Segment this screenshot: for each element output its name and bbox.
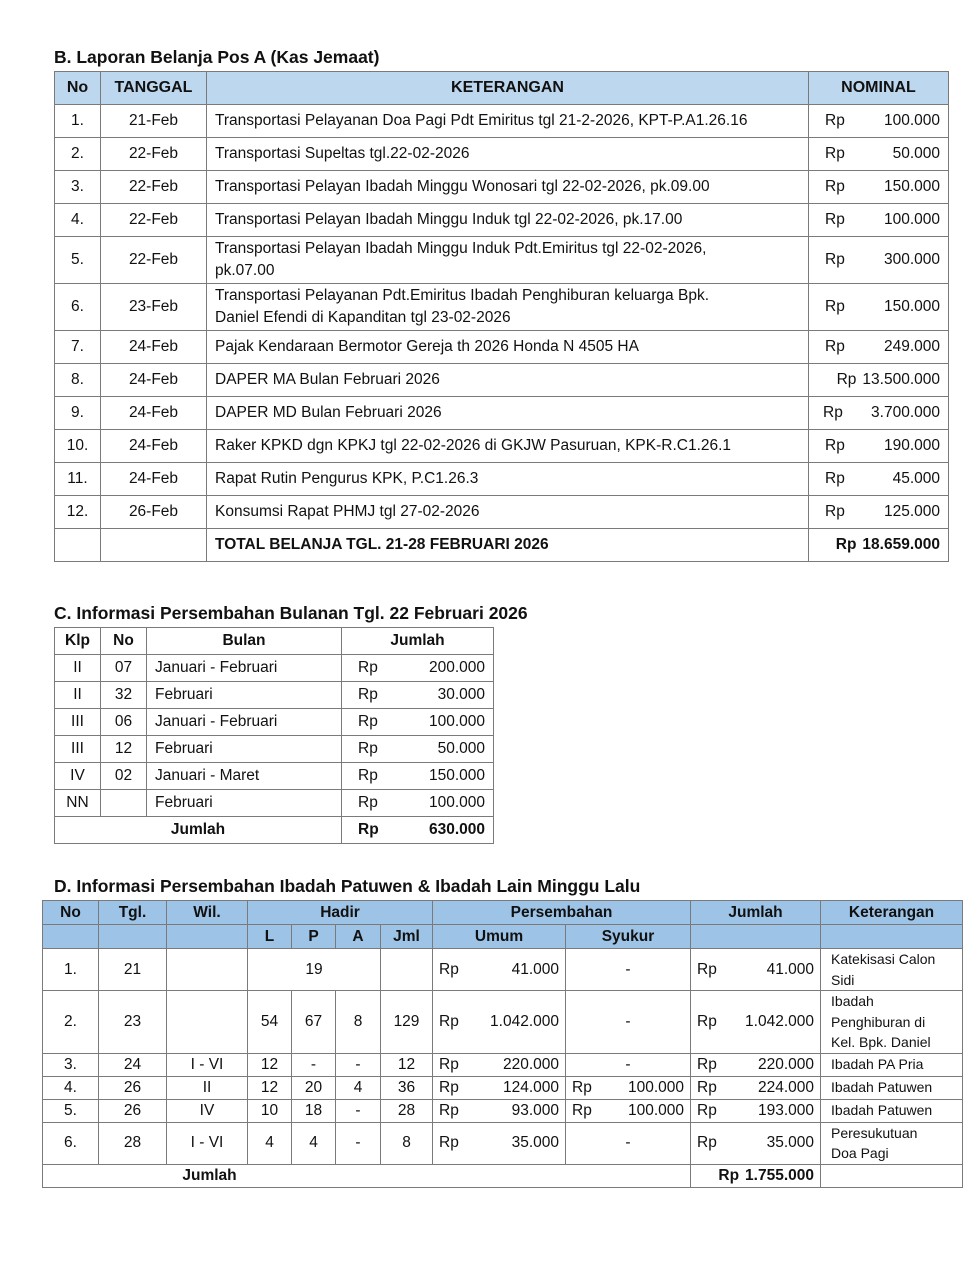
amount: 100.000 [883, 112, 940, 129]
section-d-title: D. Informasi Persembahan Ibadah Patuwen & Ibadah Lain Minggu Lalu [54, 876, 641, 896]
currency-label: Rp [825, 251, 845, 268]
row-no: 9. [55, 397, 101, 430]
table-header-row [43, 901, 963, 925]
row-tgl: 21 [99, 949, 167, 991]
row-l: 12 [248, 1076, 292, 1099]
row-jml: 12 [381, 1053, 433, 1076]
row-keterangan: Pajak Kendaraan Bermotor Gereja th 2026 Honda N 4505 HA [207, 331, 809, 364]
row-tanggal: 22-Feb [101, 237, 207, 284]
total-nominal [809, 529, 949, 562]
row-tanggal: 22-Feb [101, 171, 207, 204]
ket-line: Kel. Bpk. Daniel [831, 1034, 931, 1050]
currency-label: Rp [825, 178, 845, 195]
row-jml: 36 [381, 1076, 433, 1099]
currency-label: Rp [358, 821, 379, 838]
empty-cell [691, 925, 821, 949]
row-no: 3. [55, 171, 101, 204]
row-jumlah [342, 736, 494, 763]
table-row [55, 430, 949, 463]
row-no: 10. [55, 430, 101, 463]
currency-label: Rp [823, 404, 843, 421]
row-jumlah [691, 949, 821, 991]
amount: 220.000 [502, 1055, 559, 1073]
currency-label: Rp [697, 1012, 717, 1030]
empty-cell [821, 1164, 963, 1187]
col-wil: Wil. [167, 901, 248, 925]
row-keterangan: Transportasi Pelayanan Doa Pagi Pdt Emiritus tgl 21-2-2026, KPT-P.A1.26.16 [207, 105, 809, 138]
row-a: - [336, 1122, 381, 1164]
row-nominal [809, 171, 949, 204]
amount: 300.000 [883, 251, 940, 268]
total-amount: 1.755.000 [745, 1166, 815, 1184]
table-row [55, 284, 949, 331]
row-wil: I - VI [167, 1122, 248, 1164]
amount: 50.000 [437, 740, 485, 757]
currency-label: Rp [358, 767, 378, 784]
table-row [55, 682, 494, 709]
table-row [43, 949, 963, 991]
amount: 41.000 [766, 960, 815, 978]
table-header-row [55, 72, 949, 105]
empty-cell [43, 925, 99, 949]
col-tgl: Tgl. [99, 901, 167, 925]
row-umum [433, 991, 566, 1054]
row-bulan: Januari - Februari [147, 709, 342, 736]
row-jumlah [691, 1053, 821, 1076]
row-tgl: 28 [99, 1122, 167, 1164]
table-row [55, 736, 494, 763]
row-jumlah [691, 1122, 821, 1164]
row-l: 12 [248, 1053, 292, 1076]
row-no: 2. [43, 991, 99, 1054]
amount: 45.000 [892, 470, 940, 487]
row-tanggal: 24-Feb [101, 463, 207, 496]
currency-label: Rp [572, 1101, 592, 1119]
col-keterangan: Keterangan [821, 901, 963, 925]
row-jumlah [342, 682, 494, 709]
persembahan-ibadah-table [42, 900, 963, 1188]
row-l: 4 [248, 1122, 292, 1164]
col-umum: Umum [433, 925, 566, 949]
table-row [55, 655, 494, 682]
amount: 100.000 [627, 1078, 685, 1096]
row-tanggal: 22-Feb [101, 138, 207, 171]
empty-cell [99, 925, 167, 949]
col-jumlah: Jumlah [342, 628, 494, 655]
table-subheader-row [43, 925, 963, 949]
row-syukur: - [566, 1122, 691, 1164]
row-keterangan: Rapat Rutin Pengurus KPK, P.C1.26.3 [207, 463, 809, 496]
row-l: 54 [248, 991, 292, 1054]
ket-line: Penghiburan di [831, 1013, 926, 1030]
row-nominal [809, 397, 949, 430]
table-row [55, 709, 494, 736]
currency-label: Rp [697, 1078, 717, 1096]
row-wil [167, 991, 248, 1054]
ket-line: Katekisasi Calon [831, 951, 936, 967]
row-no: 07 [101, 655, 147, 682]
total-amount: 18.659.000 [862, 536, 940, 553]
currency-label: Rp [572, 1078, 592, 1096]
currency-label: Rp [358, 740, 378, 757]
row-no [101, 790, 147, 817]
currency-label: Rp [439, 1101, 459, 1119]
row-keterangan [821, 1122, 963, 1164]
row-nominal [809, 364, 949, 397]
row-syukur: - [566, 991, 691, 1054]
row-tanggal: 24-Feb [101, 364, 207, 397]
amount: 124.000 [502, 1078, 559, 1096]
currency-label: Rp [697, 1134, 717, 1151]
row-klp: III [55, 736, 101, 763]
row-a: - [336, 1053, 381, 1076]
amount: 249.000 [883, 338, 940, 355]
amount: 193.000 [757, 1101, 815, 1119]
currency-label: Rp [358, 794, 378, 811]
col-klp: Klp [55, 628, 101, 655]
currency-label: Rp [358, 659, 378, 676]
col-nominal: NOMINAL [809, 72, 949, 105]
row-tanggal: 24-Feb [101, 397, 207, 430]
amount: 150.000 [883, 298, 940, 315]
row-keterangan: DAPER MD Bulan Februari 2026 [207, 397, 809, 430]
col-no: No [55, 72, 101, 105]
col-p: P [292, 925, 336, 949]
row-syukur [566, 1076, 691, 1099]
amount: 93.000 [511, 1101, 559, 1119]
amount: 100.000 [428, 713, 485, 730]
row-p: 20 [292, 1076, 336, 1099]
row-klp: IV [55, 763, 101, 790]
row-tanggal: 24-Feb [101, 331, 207, 364]
col-keterangan: KETERANGAN [207, 72, 809, 105]
currency-label: Rp [439, 1134, 459, 1151]
currency-label: Rp [718, 1166, 740, 1184]
amount: 190.000 [883, 437, 940, 454]
row-no: 2. [55, 138, 101, 171]
row-tgl: 26 [99, 1076, 167, 1099]
row-no: 12. [55, 496, 101, 529]
row-no: 32 [101, 682, 147, 709]
row-hadir: 19 [248, 949, 381, 991]
keterangan-line: Transportasi Pelayanan Pdt.Emiritus Ibadah Penghiburan keluarga Bpk. [215, 287, 709, 304]
amount: 41.000 [511, 960, 559, 978]
row-bulan: Februari [147, 682, 342, 709]
currency-label: Rp [825, 437, 845, 454]
row-keterangan [821, 991, 963, 1054]
currency-label: Rp [439, 1012, 459, 1030]
ket-line: Peresukutuan [831, 1124, 918, 1141]
col-tanggal: TANGGAL [101, 72, 207, 105]
section-c-title: C. Informasi Persembahan Bulanan Tgl. 22 Februari 2026 [54, 603, 528, 623]
row-no: 12 [101, 736, 147, 763]
table-row [43, 1099, 963, 1122]
total-row [55, 529, 949, 562]
row-tanggal: 24-Feb [101, 430, 207, 463]
row-keterangan [821, 949, 963, 991]
table-row [43, 991, 963, 1054]
row-jml: 8 [381, 1122, 433, 1164]
amount: 35.000 [766, 1134, 815, 1151]
table-row [55, 364, 949, 397]
currency-label: Rp [439, 1078, 459, 1096]
table-row [55, 463, 949, 496]
currency-label: Rp [835, 536, 857, 553]
row-a: - [336, 1099, 381, 1122]
table-row [43, 1076, 963, 1099]
row-nominal [809, 430, 949, 463]
col-no: No [101, 628, 147, 655]
currency-label: Rp [697, 960, 717, 978]
currency-label: Rp [358, 686, 378, 703]
row-umum [433, 1053, 566, 1076]
table-row [55, 171, 949, 204]
table-header-row [55, 628, 494, 655]
row-nominal [809, 204, 949, 237]
currency-label: Rp [697, 1055, 717, 1073]
row-nominal [809, 284, 949, 331]
row-keterangan: Transportasi Pelayan Ibadah Minggu Induk tgl 22-02-2026, pk.17.00 [207, 204, 809, 237]
amount: 150.000 [883, 178, 940, 195]
ket-line: Doa Pagi [831, 1145, 889, 1161]
row-tgl: 24 [99, 1053, 167, 1076]
total-label-text: Jumlah [182, 1166, 237, 1184]
row-keterangan [207, 284, 809, 331]
amount: 1.042.000 [745, 1012, 815, 1030]
row-keterangan: Transportasi Supeltas tgl.22-02-2026 [207, 138, 809, 171]
total-label: TOTAL BELANJA TGL. 21-28 FEBRUARI 2026 [207, 529, 809, 562]
row-klp: II [55, 655, 101, 682]
row-nominal [809, 105, 949, 138]
row-no: 1. [43, 949, 99, 991]
table-row [55, 204, 949, 237]
row-umum [433, 1076, 566, 1099]
row-jumlah [342, 763, 494, 790]
row-klp: III [55, 709, 101, 736]
col-jml: Jml [381, 925, 433, 949]
row-keterangan: Ibadah Patuwen [821, 1099, 963, 1122]
row-syukur: - [566, 1053, 691, 1076]
empty-cell [821, 925, 963, 949]
row-wil: I - VI [167, 1053, 248, 1076]
currency-label: Rp [825, 338, 845, 355]
amount: 1.042.000 [490, 1012, 559, 1030]
row-umum [433, 949, 566, 991]
col-l: L [248, 925, 292, 949]
row-jumlah [342, 790, 494, 817]
persembahan-bulanan-table [54, 627, 494, 844]
row-bulan: Februari [147, 736, 342, 763]
row-no: 06 [101, 709, 147, 736]
row-tanggal: 21-Feb [101, 105, 207, 138]
row-jumlah [691, 1099, 821, 1122]
empty-cell [55, 529, 101, 562]
keterangan-line: Daniel Efendi di Kapanditan tgl 23-02-2026 [215, 309, 511, 326]
row-keterangan: Raker KPKD dgn KPKJ tgl 22-02-2026 di GKJW Pasuruan, KPK-R.C1.26.1 [207, 430, 809, 463]
amount: 50.000 [892, 145, 940, 162]
row-keterangan [207, 237, 809, 284]
total-label: Jumlah [55, 817, 342, 844]
row-wil [167, 949, 248, 991]
row-nominal [809, 331, 949, 364]
row-keterangan: Ibadah Patuwen [821, 1076, 963, 1099]
row-wil: IV [167, 1099, 248, 1122]
row-no: 1. [55, 105, 101, 138]
currency-label: Rp [836, 371, 857, 388]
table-row [55, 496, 949, 529]
row-umum [433, 1099, 566, 1122]
row-jumlah [342, 655, 494, 682]
row-p: - [292, 1053, 336, 1076]
row-keterangan: Transportasi Pelayan Ibadah Minggu Wonosari tgl 22-02-2026, pk.09.00 [207, 171, 809, 204]
table-row [55, 790, 494, 817]
row-jumlah [691, 991, 821, 1054]
table-row [55, 763, 494, 790]
row-tanggal: 22-Feb [101, 204, 207, 237]
keterangan-line: pk.07.00 [215, 262, 275, 279]
empty-cell [101, 529, 207, 562]
total-row [55, 817, 494, 844]
total-label [43, 1164, 691, 1187]
amount: 3.700.000 [871, 404, 940, 421]
row-no: 5. [55, 237, 101, 284]
col-no: No [43, 901, 99, 925]
row-jml [381, 949, 433, 991]
row-p: 67 [292, 991, 336, 1054]
row-nominal [809, 237, 949, 284]
amount: 35.000 [511, 1134, 559, 1151]
col-bulan: Bulan [147, 628, 342, 655]
row-l: 10 [248, 1099, 292, 1122]
currency-label: Rp [697, 1101, 717, 1119]
row-no: 5. [43, 1099, 99, 1122]
amount: 100.000 [627, 1101, 685, 1119]
row-bulan: Januari - Februari [147, 655, 342, 682]
total-jumlah [691, 1164, 821, 1187]
row-no: 02 [101, 763, 147, 790]
row-umum [433, 1122, 566, 1164]
table-row [55, 138, 949, 171]
row-jumlah [691, 1076, 821, 1099]
amount: 125.000 [883, 503, 940, 520]
row-p: 18 [292, 1099, 336, 1122]
ket-line: Sidi [831, 971, 855, 988]
row-tanggal: 23-Feb [101, 284, 207, 331]
total-jumlah [342, 817, 494, 844]
amount: 100.000 [883, 211, 940, 228]
currency-label: Rp [825, 470, 845, 487]
row-no: 4. [55, 204, 101, 237]
row-tgl: 26 [99, 1099, 167, 1122]
row-syukur: - [566, 949, 691, 991]
row-klp: II [55, 682, 101, 709]
row-tanggal: 26-Feb [101, 496, 207, 529]
row-no: 6. [55, 284, 101, 331]
currency-label: Rp [439, 960, 459, 978]
currency-label: Rp [825, 298, 845, 315]
col-persembahan: Persembahan [433, 901, 691, 925]
ket-line: Ibadah [831, 993, 874, 1009]
row-bulan: Januari - Maret [147, 763, 342, 790]
table-row [55, 331, 949, 364]
row-wil: II [167, 1076, 248, 1099]
amount: 220.000 [757, 1055, 815, 1073]
currency-label: Rp [825, 145, 845, 162]
row-tgl: 23 [99, 991, 167, 1054]
row-a: 8 [336, 991, 381, 1054]
row-klp: NN [55, 790, 101, 817]
row-jml: 129 [381, 991, 433, 1054]
currency-label: Rp [825, 112, 845, 129]
row-p: 4 [292, 1122, 336, 1164]
table-row [43, 1122, 963, 1164]
row-no: 3. [43, 1053, 99, 1076]
amount: 30.000 [437, 686, 485, 703]
row-nominal [809, 138, 949, 171]
col-a: A [336, 925, 381, 949]
row-no: 11. [55, 463, 101, 496]
table-row [55, 397, 949, 430]
currency-label: Rp [825, 503, 845, 520]
amount: 13.500.000 [862, 371, 940, 388]
row-keterangan: DAPER MA Bulan Februari 2026 [207, 364, 809, 397]
currency-label: Rp [825, 211, 845, 228]
row-bulan: Februari [147, 790, 342, 817]
table-row [43, 1053, 963, 1076]
currency-label: Rp [358, 713, 378, 730]
row-keterangan: Ibadah PA Pria [821, 1053, 963, 1076]
section-b-title: B. Laporan Belanja Pos A (Kas Jemaat) [54, 47, 380, 67]
total-row [43, 1164, 963, 1187]
row-no: 7. [55, 331, 101, 364]
row-jumlah [342, 709, 494, 736]
row-keterangan: Konsumsi Rapat PHMJ tgl 27-02-2026 [207, 496, 809, 529]
row-no: 4. [43, 1076, 99, 1099]
row-jml: 28 [381, 1099, 433, 1122]
table-row [55, 105, 949, 138]
row-no: 6. [43, 1122, 99, 1164]
row-nominal [809, 463, 949, 496]
row-nominal [809, 496, 949, 529]
table-row [55, 237, 949, 284]
empty-cell [167, 925, 248, 949]
col-hadir: Hadir [248, 901, 433, 925]
currency-label: Rp [439, 1055, 459, 1073]
keterangan-line: Transportasi Pelayan Ibadah Minggu Induk Pdt.Emiritus tgl 22-02-2026, [215, 240, 707, 257]
row-no: 8. [55, 364, 101, 397]
amount: 100.000 [428, 794, 485, 811]
belanja-table [54, 71, 949, 562]
amount: 224.000 [757, 1078, 815, 1096]
col-syukur: Syukur [566, 925, 691, 949]
total-amount: 630.000 [428, 821, 485, 838]
row-syukur [566, 1099, 691, 1122]
amount: 150.000 [428, 767, 485, 784]
col-jumlah: Jumlah [691, 901, 821, 925]
amount: 200.000 [428, 659, 485, 676]
row-a: 4 [336, 1076, 381, 1099]
